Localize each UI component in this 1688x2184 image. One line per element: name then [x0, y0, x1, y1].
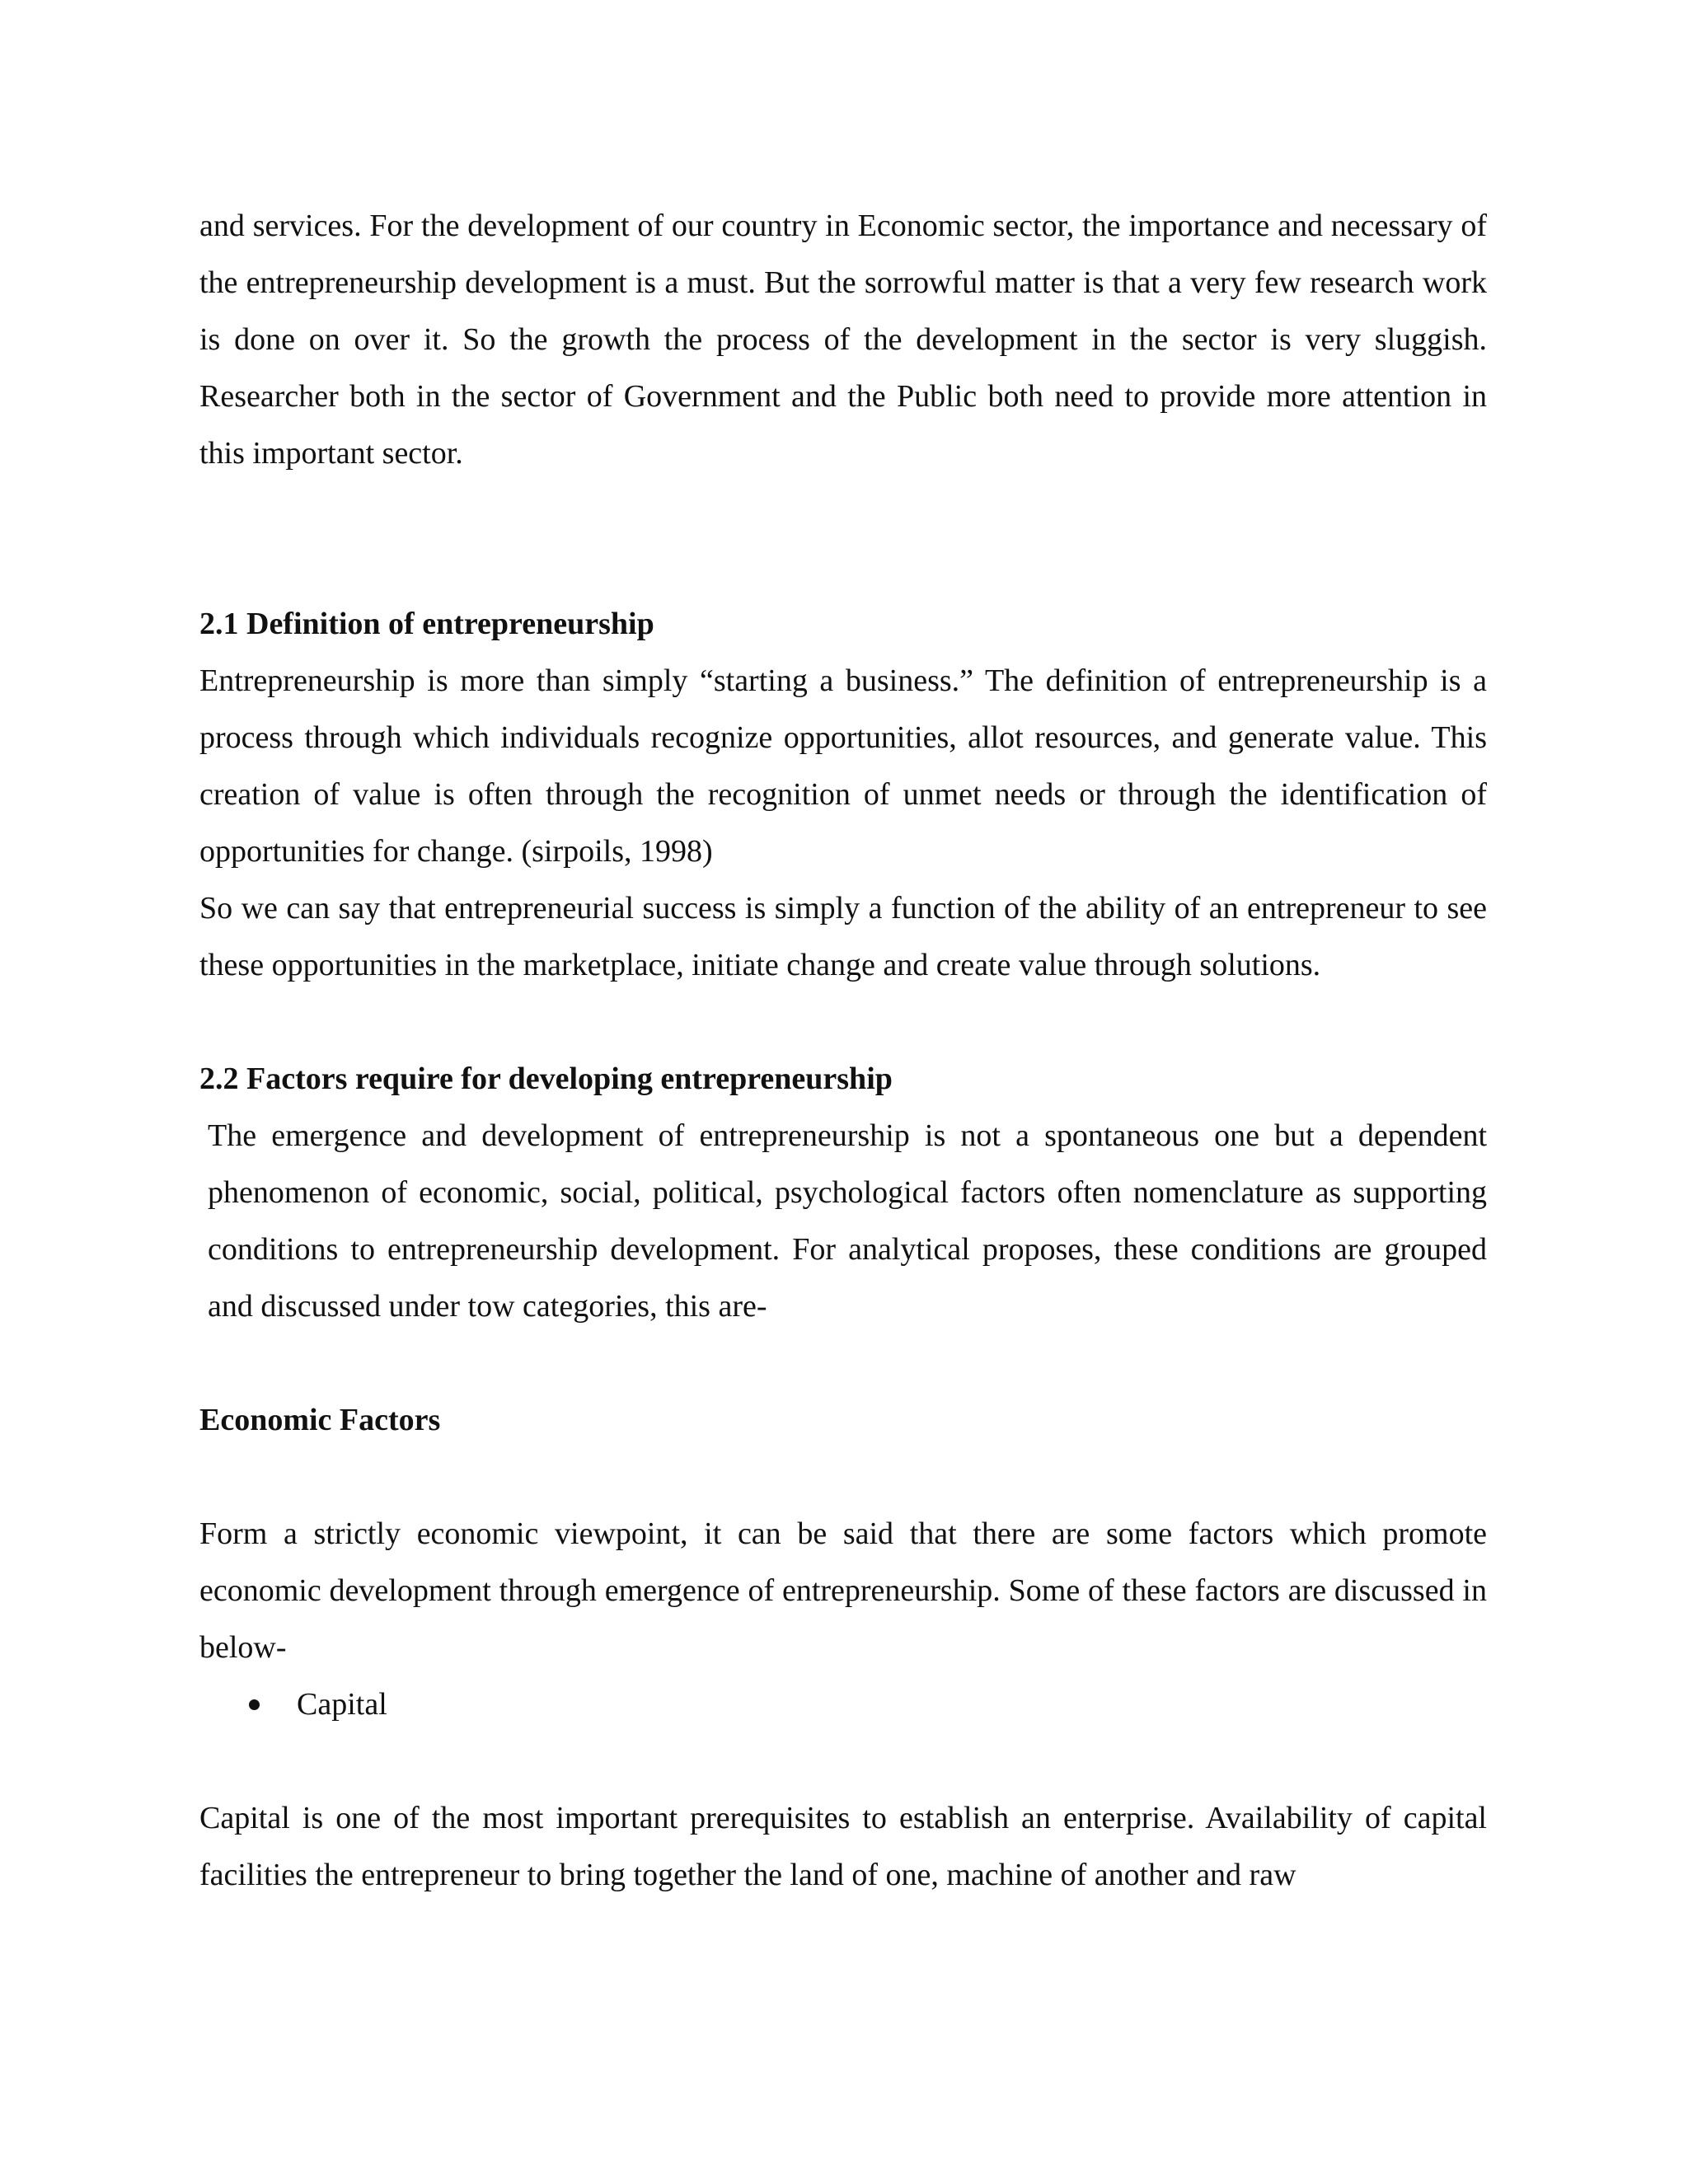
economic-factors-heading: Economic Factors [199, 1403, 441, 1437]
spacer [199, 1733, 1487, 1790]
bullet-item-label: Capital [297, 1687, 387, 1722]
spacer [199, 1449, 1487, 1506]
economic-factors-paragraph-2: Capital is one of the most important prerequisites to establish an enterprise. Availability of capital facilities the entrepreneur to bring together the land of one, machine of another and raw [199, 1801, 1487, 1892]
section-2-2-paragraph-1: The emergence and development of entrepreneurship is not a spontaneous one but a dependent phenomenon of economic, social, political, psychological factors often nomenclature as supporting conditions to entrepreneurship development. For analytical proposes, these conditions are grouped and discussed under tow categories, this are- [208, 1118, 1487, 1324]
section-2-2-heading: 2.2 Factors require for developing entrepreneurship [199, 1062, 893, 1096]
spacer [199, 1335, 1487, 1392]
bullet-item-capital [199, 1676, 1487, 1733]
document-body [199, 198, 1487, 1904]
intro-paragraph: and services. For the development of our country in Economic sector, the importance and necessary of the entrepreneurship development is a must. But the sorrowful matter is that a very few research work is done on over it. So the growth the process of the development in the sector is very sluggish. Researcher both in the sector of Government and the Public both need to provide more attention in this important sector. [199, 209, 1487, 471]
section-2-1-paragraph-2: So we can say that entrepreneurial success is simply a function of the ability of an entrepreneur to see these opportunities in the marketplace, initiate change and create value through solutions. [199, 891, 1487, 982]
spacer [199, 482, 1487, 596]
economic-factors-bullet-list [199, 1676, 1487, 1733]
section-2-1-heading: 2.1 Definition of entrepreneurship [199, 607, 654, 641]
spacer [199, 994, 1487, 1051]
section-2-1-paragraph-1: Entrepreneurship is more than simply “starting a business.” The definition of entrepreneurship is a process through which individuals recognize opportunities, allot resources, and generate value. This creation of value is often through the recognition of unmet needs or through the identification of opportunities for change. (sirpoils, 1998) [199, 663, 1487, 869]
economic-factors-paragraph-1: Form a strictly economic viewpoint, it can be said that there are some factors which promote economic development through emergence of entrepreneurship. Some of these factors are discussed in below- [199, 1516, 1487, 1665]
bullet-icon [249, 1699, 260, 1710]
